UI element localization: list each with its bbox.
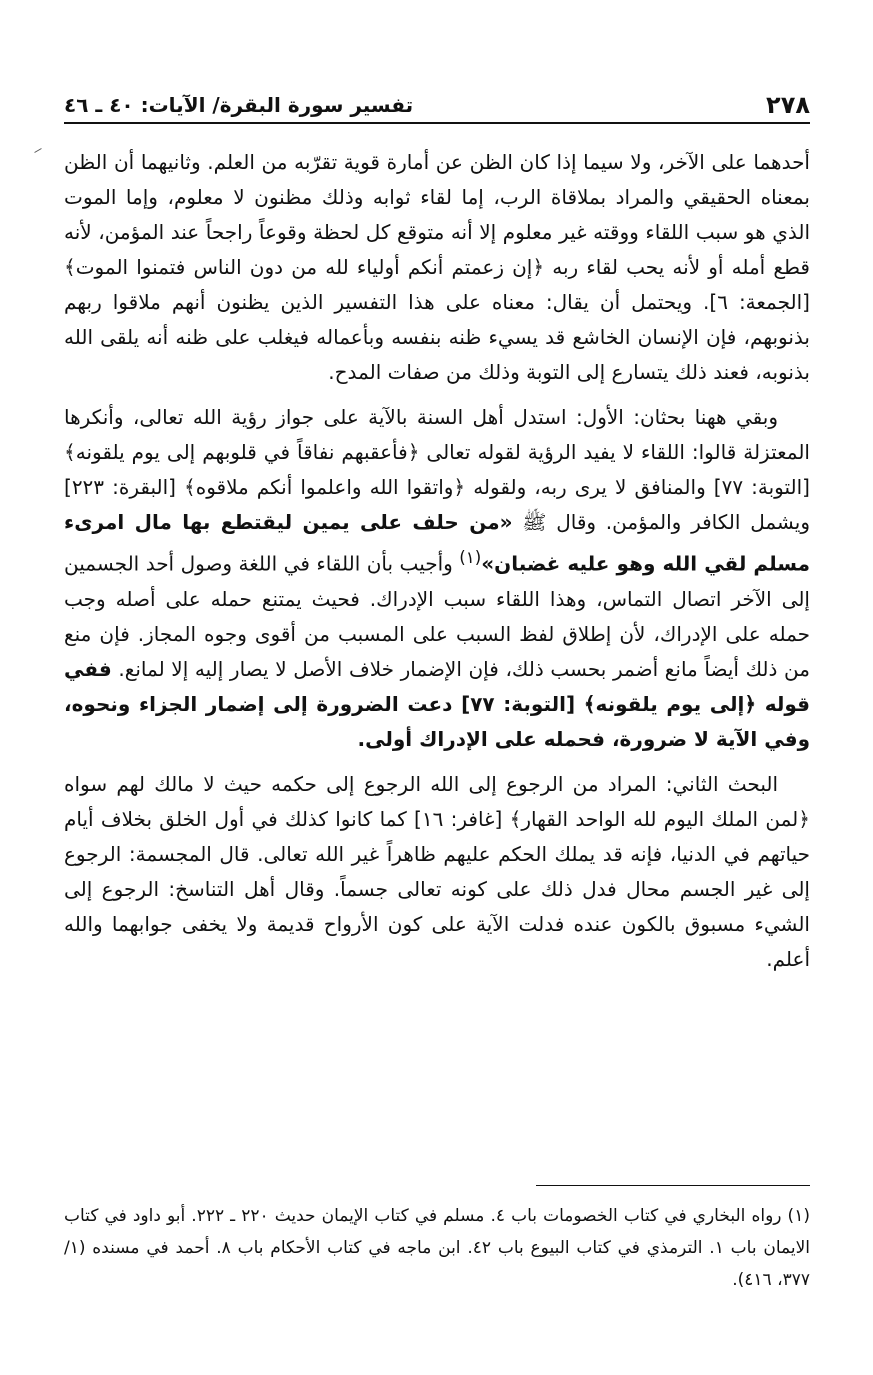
footnotes bbox=[64, 1200, 810, 1296]
paragraph-2-part-c: ففي قوله ﴿إلى يوم يلقونه﴾ [التوبة: ٧٧] دعت الضرورة إلى إضمار الجزاء ونحوه، وفي الآية لا ضرورة، فحمله على الإدراك أولى. bbox=[64, 656, 810, 751]
paragraph-2 bbox=[64, 400, 810, 757]
footnote-rule bbox=[536, 1185, 810, 1186]
page-header bbox=[64, 84, 810, 120]
main-text bbox=[64, 145, 810, 987]
header-rule bbox=[64, 122, 810, 124]
page-number: ٢٧٨ bbox=[766, 91, 810, 119]
paragraph-3: البحث الثاني: المراد من الرجوع إلى الله الرجوع إلى حكمه حيث لا مالك لهم سواه ﴿لمن الملك اليوم لله الواحد القهار﴾ [غافر: ١٦] كما كانوا كذلك في أول الخلق بخلاف أيام حياتهم في الدنيا، فإنه قد يملك الحكم عليهم ظاهراً غير الله تعالى. قال المجسمة: الرجوع إلى غير الجسم محال فدل ذلك على كونه تعالى جسماً. وقال أهل التناسخ: الرجوع إلى الشيء مسبوق بالكون عنده فدلت الآية على كون الأرواح قديمة ولا يخفى جوابهما والله أعلم. bbox=[64, 771, 810, 971]
margin-mark bbox=[34, 148, 41, 153]
footnote-1: (١) رواه البخاري في كتاب الخصومات باب ٤. مسلم في كتاب الإيمان حديث ٢٢٠ ـ ٢٢٢. أبو داود في كتاب الايمان باب ١. الترمذي في كتاب البيوع باب ٤٢. ابن ماجه في كتاب الأحكام باب ٨. أحمد في مسنده (١/ ٣٧٧، ٤١٦). bbox=[64, 1206, 810, 1290]
paragraph-1: أحدهما على الآخر، ولا سيما إذا كان الظن عن أمارة قوية تقرّبه من العلم. وثانيهما أن الظن بمعناه الحقيقي والمراد بملاقاة الرب، إما لقاء ثوابه وذلك مظنون لا معلوم، وإما الموت الذي هو سبب اللقاء ووقته غير معلوم إلا أنه متوقع كل لحظة وقوعاً راجحاً عند المؤمن، لأنه قطع أمله أو لأنه يحب لقاء ربه ﴿إن زعمتم أنكم أولياء لله من دون الناس فتمنوا الموت﴾ [الجمعة: ٦]. ويحتمل أن يقال: معناه على هذا التفسير الذين يظنون أنهم ملاقوا ربهم بذنوبهم، فإن الإنسان الخاشع قد يسيء ظنه بنفسه وبأعماله فيغلب على ظنه أنه يلقى الله بذنوبه، فعند ذلك يتسارع إلى التوبة وذلك من صفات المدح. bbox=[64, 150, 810, 384]
running-title: تفسير سورة البقرة/ الآيات: ٤٠ ـ ٤٦ bbox=[64, 93, 414, 117]
paragraph-2-part-a: وبقي ههنا بحثان: الأول: استدل أهل السنة بالآية على جواز رؤية الله تعالى، وأنكرها المعتزلة قالوا: اللقاء لا يفيد الرؤية لقوله تعالى ﴿فأعقبهم نفاقاً في قلوبهم إلى يوم يلقونه﴾ [التوبة: ٧٧] والمنافق لا يرى ربه، ولقوله ﴿واتقوا الله واعلموا أنكم ملاقوه﴾ [البقرة: ٢٢٣] ويشمل الكافر والمؤمن. وقال ﷺ bbox=[64, 405, 810, 534]
footnote-ref-1[interactable]: (١) bbox=[459, 548, 482, 567]
paragraph-2-part-b: وأجيب بأن اللقاء في اللغة وصول أحد الجسمين إلى الآخر اتصال التماس، وهذا اللقاء سبب الإدراك. فحيث يمتنع حمله على أصله وجب حمله على الإدراك، لأن إطلاق لفظ السبب على المسبب من أقوى وجوه المجاز. فإن منع من ذلك أيضاً مانع أضمر بحسب ذلك، فإن الإضمار خلاف الأصل لا يصار إليه إلا لمانع. bbox=[64, 551, 810, 681]
hadith-quote: «من حلف على يمين ليقتطع بها مال امرىء مسلم لقي الله وهو عليه غضبان» bbox=[64, 510, 810, 576]
